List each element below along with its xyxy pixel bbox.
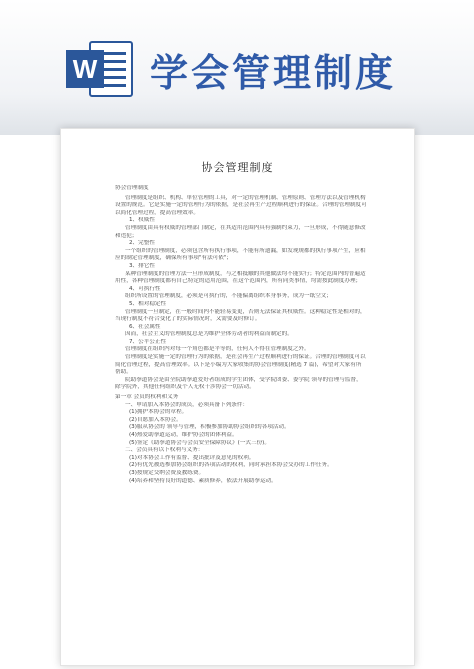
document-line: 管理制度由具有权威的管理部门制定，在其适用范围内具有强制约束力，一旦形成，不得随意修改 <box>125 224 366 231</box>
document-line: (1)对本协会工作有监督、提出批评及意见的权利。 <box>129 454 255 461</box>
document-line: 5、相对稳定性 <box>129 300 167 307</box>
document-line: 第一章 会员的权利和义务 <box>115 394 179 401</box>
document-line: 以简化管理过程，提高管理效率。 <box>115 209 199 216</box>
document-line: 帮助。 <box>115 369 132 376</box>
document-line: 和违犯； <box>115 232 138 239</box>
document-line: 管理制度是组织、机构、单位管理的工具，对一定的管理机制、管理原则、管理方法以及管理机构 <box>125 194 366 201</box>
document-line: 2、完整性 <box>129 240 155 247</box>
document-line: 6、社会属性 <box>129 323 161 330</box>
document-line: 7、公平公正性 <box>129 338 167 345</box>
document-line: 应的制定管理制度，确保所有事项"有法可依"； <box>115 255 233 262</box>
document-line: 管理制度是实施一定的管理行为的依据，是社会再生产过程顺利进行的保证。合理的管理制度可以 <box>125 354 366 361</box>
document-line: 组织所设置的管理制度，必须是可执行的，不能偏离组织本身事务，成为一纸空文； <box>125 293 332 300</box>
document-line: (1)拥护本协会的章程。 <box>129 409 188 416</box>
document-line: (4)培养和坚持良好的道德、素质修养，依法开展助拳运动。 <box>129 477 277 484</box>
document-line: 当现行制度不符合变化了的实际情况时，又需要及时修订。 <box>115 316 261 323</box>
logo-letter: W <box>72 54 98 84</box>
document-line: (3)按规定交纳会费及教练费。 <box>129 469 205 476</box>
document-line: 1、权威性 <box>129 217 155 224</box>
banner-title: 学会管理制度 <box>150 51 397 95</box>
document-line: 4、可执行性 <box>129 285 161 292</box>
document-line: (4)热爱助拳道运动，维护协会的团体利益。 <box>129 432 238 438</box>
document-line: 除学院外，其他任何组织及个人无权干涉协会一切活动。 <box>115 384 255 391</box>
document-line: 因而，社会主义的管理制度总是为维护全体劳动者的利益而制定的。 <box>125 331 293 338</box>
document-title: 协会管理制度 <box>201 161 274 174</box>
document-line: (5)签定《助拳道协会与会员安全保障协议》(一式三份)。 <box>129 439 270 446</box>
document-line: 简化管理过程，提高管理效率。以下是小编为大家收集的协会管理制度(精选 7 篇)，希望对大家有所 <box>115 361 362 368</box>
document-line: 管理制度一旦制定，在一般时间内不能轻易变更，否则无法保证其权威性。这种稳定性是相对的， <box>125 308 366 315</box>
document-page <box>60 128 415 666</box>
document-body <box>115 185 370 485</box>
word-document-icon <box>64 40 134 98</box>
document-line: (2)自愿加入本协会。 <box>129 416 182 423</box>
document-line: 协会管理制度 <box>115 185 149 191</box>
document-line: 用性，各种管理制度都有自己特定的适用范围，在这个范围内，所有同类事情，均需按此制度办理； <box>115 278 362 285</box>
document-line: 管理制度在组织内对每一个角色都是平等的，任何人不得在管理制度之外。 <box>125 346 310 353</box>
document-line: 3、排它性 <box>129 262 155 269</box>
header-banner <box>0 0 474 135</box>
document-line: 设置的规范。它是实施一定的管理行为的依据，是社会再生产过程顺利进行的保证。合理的管理制度可 <box>115 202 367 209</box>
document-line: 一、申请加入本协会的成员，必须具备下列条件： <box>125 401 249 408</box>
document-line: 一个组织的管理制度，必须包含所有执行事项，不能有所遗漏，如发现规都的执行事项产生，应相 <box>125 247 366 254</box>
document-line: 某种管理制度的管理方法一旦形成制度，与之相抵触的其他做法均不能实行；特定范围内的普遍适 <box>125 270 366 277</box>
document-line: 二、会员具有以下权利与义务： <box>125 447 204 454</box>
document-line: (2)有优先被选参加协会组织的各项活动的权利，同时承担本协会交办的工作任务。 <box>129 462 333 469</box>
document-line: (3)服从协会的 领导与管理，积极参加协助协会组织的各项活动。 <box>129 424 290 431</box>
document-line: 院助拳道协会是由全院助拳道爱好者组成的学生团体，受学院团委、委学院 领导的管理与监督， <box>125 376 362 383</box>
